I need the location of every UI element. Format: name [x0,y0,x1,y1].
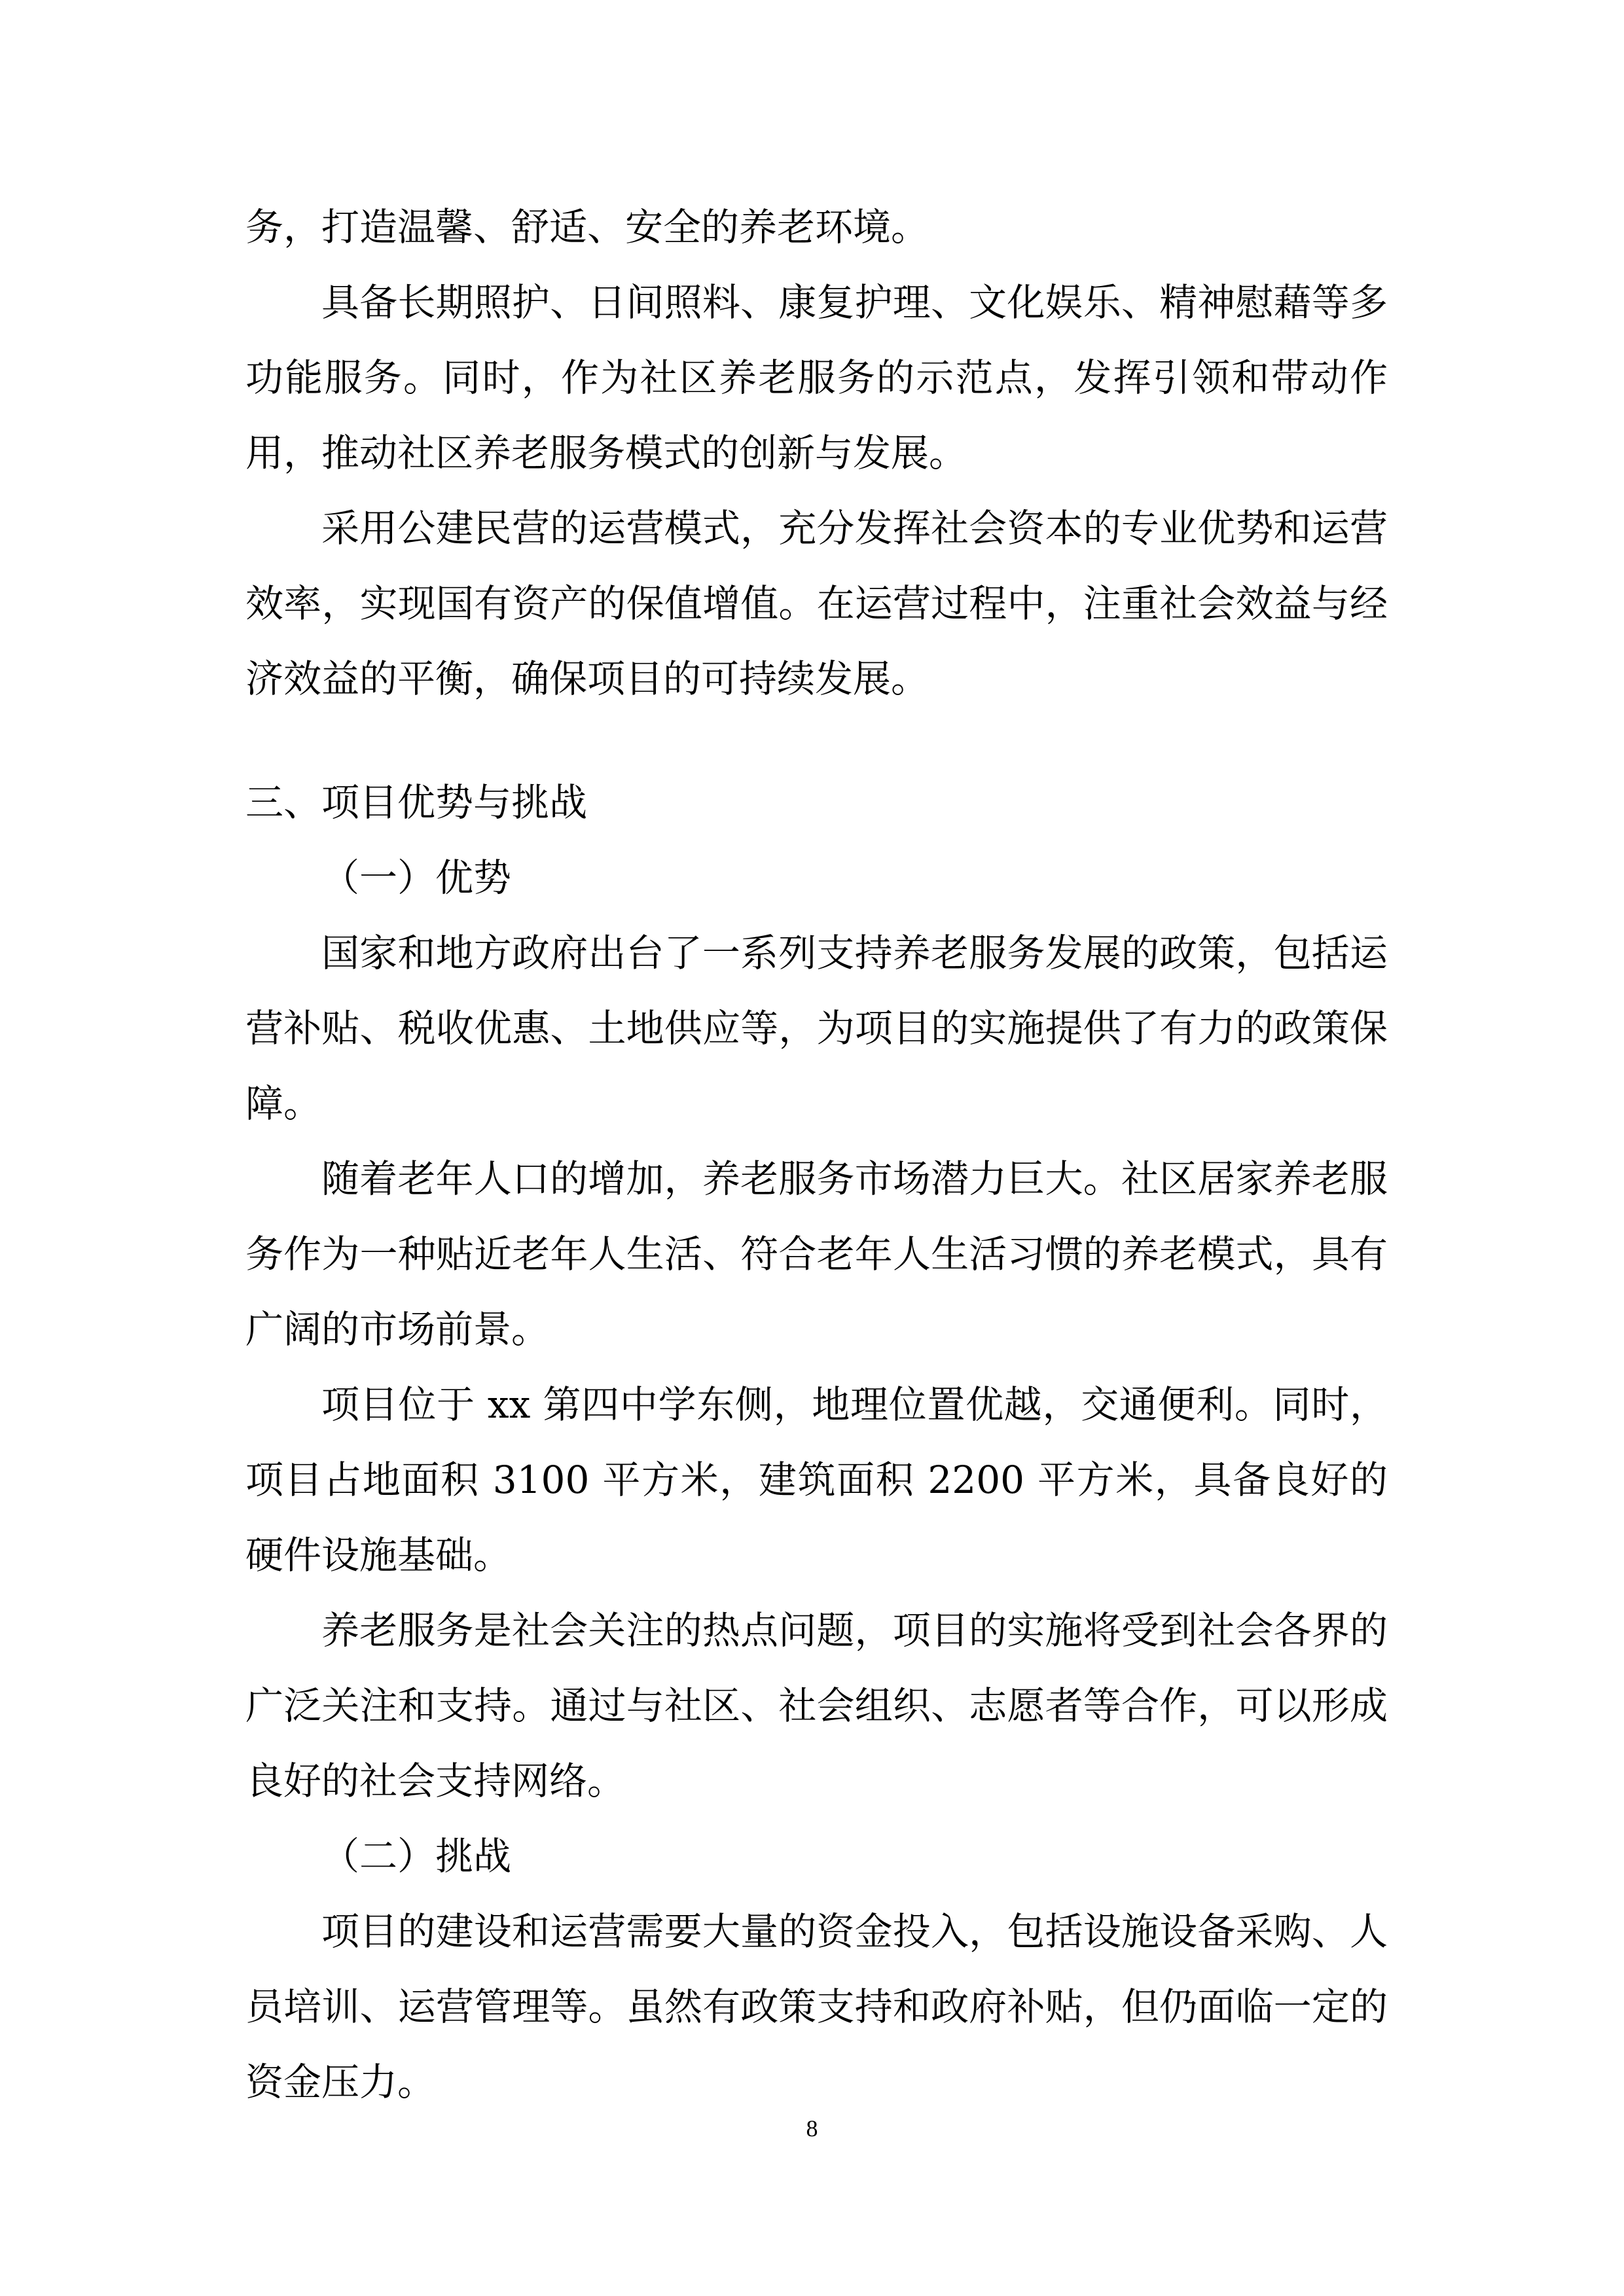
paragraph-social-support: 养老服务是社会关注的热点问题，项目的实施将受到社会各界的广泛关注和支持。通过与社区、社会组织、志愿者等合作，可以形成良好的社会支持网络。 [245,1608,1388,1803]
paragraph-location: 项目位于 xx 第四中学东侧，地理位置优越，交通便利。同时，项目占地面积 3100 平方米，建筑面积 2200 平方米，具备良好的硬件设施基础。 [245,1382,1388,1577]
paragraph-market-potential: 随着老年人口的增加，养老服务市场潜力巨大。社区居家养老服务作为一种贴近老年人生活、符合老年人生活习惯的养老模式，具有广阔的市场前景。 [245,1157,1388,1352]
paragraph-services: 具备长期照护、日间照料、康复护理、文化娱乐、精神慰藉等多功能服务。同时，作为社区养老服务的示范点，发挥引领和带动作用，推动社区养老服务模式的创新与发展。 [245,280,1388,475]
section-heading-advantages-challenges: 三、项目优势与挑战 [245,780,588,825]
paragraph-continued: 务，打造温馨、舒适、安全的养老环境。 [245,205,929,249]
paragraph-operation-model: 采用公建民营的运营模式，充分发挥社会资本的专业优势和运营效率，实现国有资产的保值增值。在运营过程中，注重社会效益与经济效益的平衡，确保项目的可持续发展。 [245,506,1388,701]
paragraph-funding-pressure: 项目的建设和运营需要大量的资金投入，包括设施设备采购、人员培训、运营管理等。虽然有政策支持和政府补贴，但仍面临一定的资金压力。 [245,1909,1388,2104]
subsection-heading-challenges: （二）挑战 [321,1834,512,1878]
page-number: 8 [806,2115,818,2142]
paragraph-policy-support: 国家和地方政府出台了一系列支持养老服务发展的政策，包括运营补贴、税收优惠、土地供应等，为项目的实施提供了有力的政策保障。 [245,931,1388,1126]
page-body [245,190,1388,2120]
subsection-heading-advantages: （一）优势 [321,855,512,900]
